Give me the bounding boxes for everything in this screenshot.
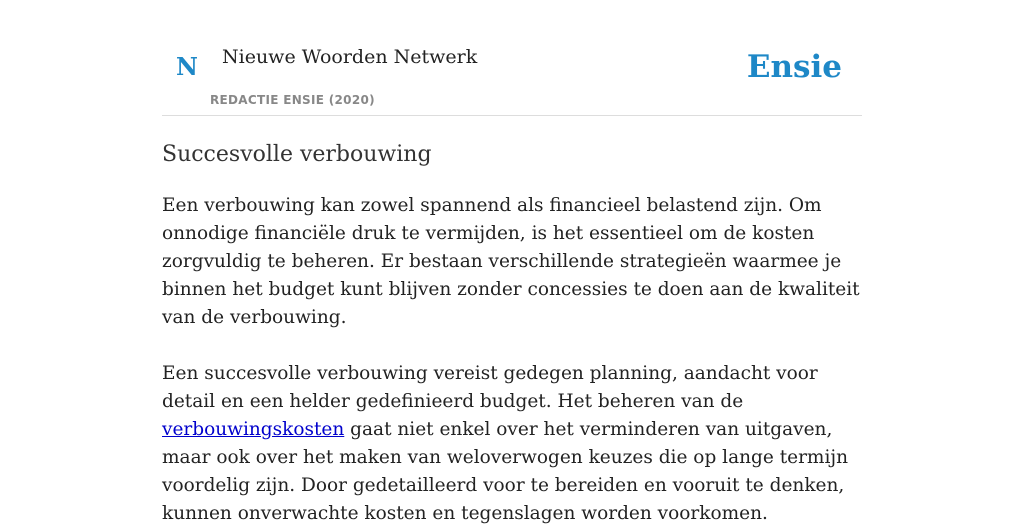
paragraph-2-text-start: Een succesvolle verbouwing vereist gedegen planning, aandacht voor detail en een helder gedefinieerd budget. Het beheren van de [162,363,818,413]
author-byline: REDACTIE ENSIE (2020) [210,93,375,107]
paragraph-2-text-end: gaat niet enkel over het verminderen van uitgaven, maar ook over het maken van weloverwogen keuzes die op lange termijn voordelig zijn. Door gedetailleerd voor te bereiden en vooruit te denken, kunnen onverwachte kosten en tegenslagen worden voorkomen. [162,419,849,525]
site-header [162,0,862,116]
article-paragraph-2 [162,360,862,528]
verbouwingskosten-link[interactable]: verbouwingskosten [162,419,345,441]
page [162,0,862,525]
brand-logo[interactable]: Ensie [746,49,842,85]
site-name[interactable]: Nieuwe Woorden Netwerk [222,46,478,68]
article-title: Succesvolle verbouwing [162,142,432,167]
site-logo-letter[interactable]: N [176,52,198,81]
article-paragraph-1: Een verbouwing kan zowel spannend als financieel belastend zijn. Om onnodige financiële druk te vermijden, is het essentieel om de kosten zorgvuldig te beheren. Er bestaan verschillende strategieën waarmee je binnen het budget kunt blijven zonder concessies te doen aan de kwaliteit van de verbouwing. [162,195,860,329]
